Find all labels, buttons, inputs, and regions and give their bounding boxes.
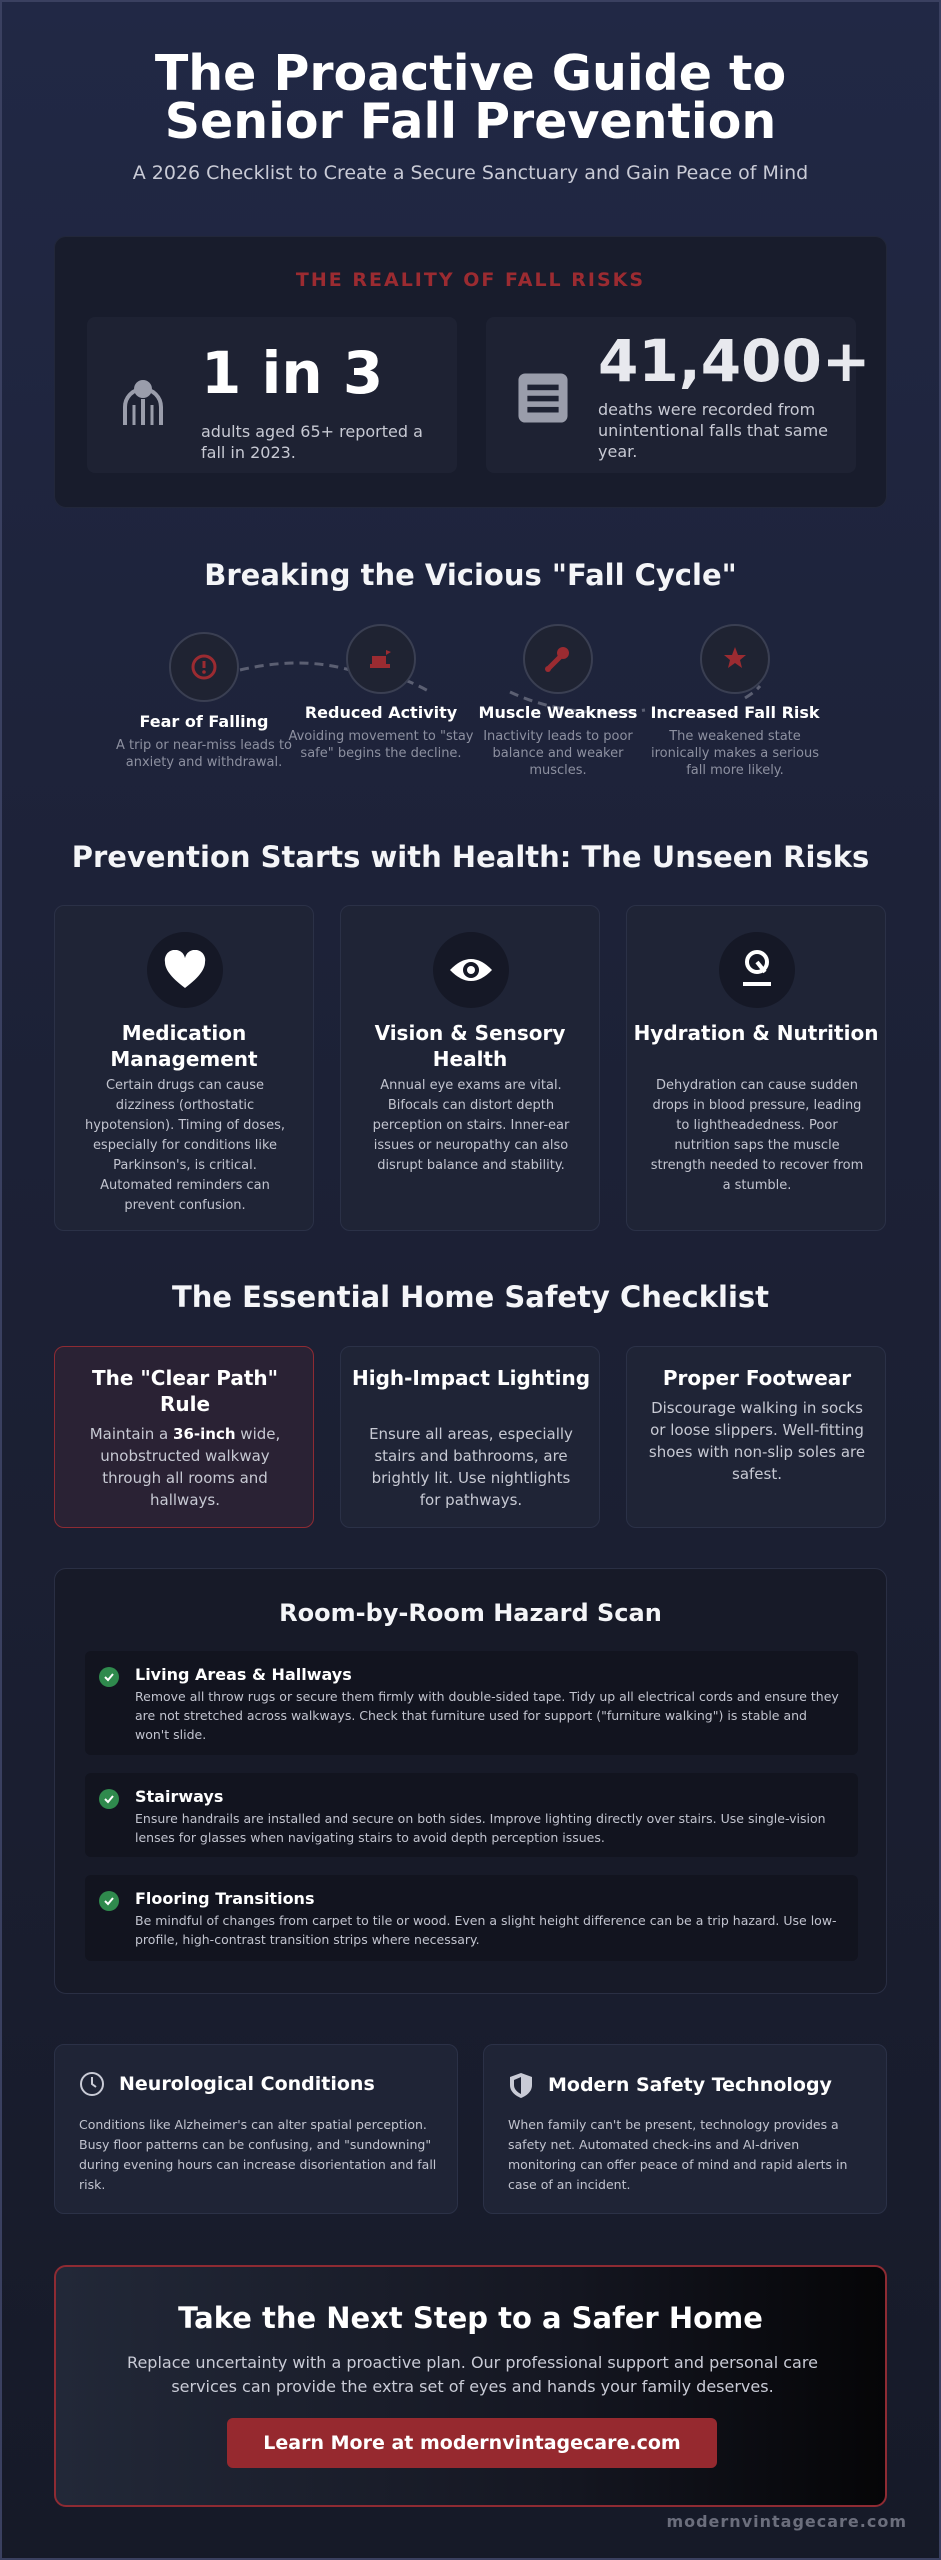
health-icon-wrap bbox=[719, 932, 795, 1008]
cycle-step-risk bbox=[640, 703, 830, 779]
shield-icon bbox=[508, 2071, 534, 2099]
hazard-item-text: Be mindful of changes from carpet to tile or wood. Even a slight height difference can be a trip hazard. Use low-profile, high-contrast transition strips where necessary. bbox=[135, 1913, 837, 1947]
cycle-circle-fear bbox=[169, 632, 239, 702]
check-desc-pre: Maintain a bbox=[89, 1425, 174, 1443]
alert-icon bbox=[189, 652, 219, 682]
info-card-desc: When family can't be present, technology provides a safety net. Automated check-ins and AI-driven monitoring can offer peace of mind and rapid alerts in case of an incident. bbox=[508, 2117, 848, 2192]
page-title: The Proactive Guide to Senior Fall Prevention bbox=[154, 45, 787, 150]
cycle-circle-activity bbox=[346, 624, 416, 694]
couch-icon bbox=[366, 644, 396, 674]
hazard-item-text: Ensure handrails are installed and secure on both sides. Improve lighting directly over stairs. Use single-vision lenses for glasses when navigating stairs to avoid depth perception issues. bbox=[135, 1811, 826, 1845]
hazard-item-stairways bbox=[85, 1773, 858, 1857]
check-card-desc: Ensure all areas, especially stairs and bathrooms, are brightly lit. Use nightlights for pathways. bbox=[369, 1425, 573, 1509]
health-card-vision bbox=[340, 905, 600, 1231]
person-icon bbox=[117, 375, 169, 427]
health-card-desc: Annual eye exams are vital. Bifocals can distort depth perception on stairs. Inner-ear issues or neuropathy can also disrupt balance and stability. bbox=[372, 1078, 570, 1173]
health-card-medication bbox=[54, 905, 314, 1231]
check-card-desc bbox=[73, 1423, 297, 1511]
cycle-step-fear bbox=[109, 712, 299, 771]
stats-title: THE REALITY OF FALL RISKS bbox=[295, 269, 646, 291]
info-card-desc: Conditions like Alzheimer's can alter spatial perception. Busy floor patterns can be confusing, and "sundowning" during evening hours can increase disorientation and fall risk. bbox=[79, 2117, 437, 2192]
check-card-title: The "Clear Path" Rule bbox=[91, 1366, 279, 1416]
clock-icon bbox=[79, 2071, 105, 2097]
stat-card-falls bbox=[87, 317, 457, 473]
info-card-title: Neurological Conditions bbox=[119, 2073, 375, 2095]
cta-panel bbox=[54, 2265, 887, 2507]
document-icon bbox=[514, 369, 572, 427]
hazard-item-living bbox=[85, 1651, 858, 1755]
cta-text: Replace uncertainty with a proactive plan. Our professional support and personal care services can provide the extra set of eyes and hands your family deserves. bbox=[127, 2353, 818, 2396]
warning-star-icon bbox=[720, 644, 750, 674]
cycle-step-label: Increased Fall Risk bbox=[650, 703, 820, 722]
health-card-title: Vision & Sensory Health bbox=[374, 1021, 566, 1071]
check-card-lighting bbox=[340, 1346, 600, 1528]
check-desc-bold: 36-inch bbox=[173, 1425, 236, 1443]
cycle-circle-muscle bbox=[523, 624, 593, 694]
health-card-desc: Certain drugs can cause dizziness (orthostatic hypotension). Timing of doses, especially for conditions like Parkinson's, is critical. Automated reminders can prevent confusion. bbox=[85, 1078, 285, 1213]
health-title: Prevention Starts with Health: The Unseen Risks bbox=[71, 840, 870, 874]
cycle-step-desc: A trip or near-miss leads to anxiety and withdrawal. bbox=[115, 738, 293, 770]
hazard-item-text: Remove all throw rugs or secure them firmly with double-sided tape. Tidy up all electrical cords and ensure they are not stretched across walkways. Check that furniture used for support ("furniture walking") is stable and won't slide. bbox=[135, 1689, 839, 1742]
stat-text-falls: adults aged 65+ reported a fall in 2023. bbox=[201, 422, 423, 462]
hazard-panel bbox=[54, 1568, 887, 1994]
cycle-step-desc: Avoiding movement to "stay safe" begins the decline. bbox=[288, 729, 474, 761]
checklist-title: The Essential Home Safety Checklist bbox=[171, 1280, 770, 1314]
stat-value-falls: 1 in 3 bbox=[201, 339, 384, 407]
cycle-step-desc: Inactivity leads to poor balance and weaker muscles. bbox=[483, 729, 633, 778]
cycle-circle-risk bbox=[700, 624, 770, 694]
health-card-desc: Dehydration can cause sudden drops in blood pressure, leading to lightheadedness. Poor nutrition saps the muscle strength needed to recover from a stumble. bbox=[650, 1078, 864, 1193]
info-card-head bbox=[79, 2071, 375, 2097]
stats-panel bbox=[54, 236, 887, 508]
cycle-step-activity bbox=[286, 703, 476, 762]
check-card-footwear bbox=[626, 1346, 886, 1528]
check-card-title: High-Impact Lighting bbox=[351, 1366, 591, 1390]
cta-title: Take the Next Step to a Safer Home bbox=[178, 2301, 763, 2335]
hazard-item-flooring bbox=[85, 1875, 858, 1961]
health-card-title: Hydration & Nutrition bbox=[633, 1021, 879, 1045]
check-icon bbox=[99, 1891, 119, 1911]
info-card-title: Modern Safety Technology bbox=[548, 2074, 832, 2096]
check-card-clear-path bbox=[54, 1346, 314, 1528]
stat-value-deaths: 41,400+ bbox=[598, 327, 871, 395]
health-card-title: Medication Management bbox=[110, 1021, 258, 1071]
info-card-head bbox=[508, 2071, 832, 2099]
check-icon bbox=[99, 1789, 119, 1809]
info-card-neurological bbox=[54, 2044, 458, 2214]
info-card-technology bbox=[483, 2044, 887, 2214]
check-desc-post: wide, unobstructed walkway through all rooms and hallways. bbox=[100, 1425, 281, 1509]
hazard-item-name: Stairways bbox=[135, 1787, 224, 1806]
check-icon bbox=[99, 1667, 119, 1687]
stat-text-deaths: deaths were recorded from unintentional falls that same year. bbox=[598, 400, 829, 461]
hazard-title: Room-by-Room Hazard Scan bbox=[279, 1599, 662, 1627]
health-icon-wrap bbox=[147, 932, 223, 1008]
eye-icon bbox=[448, 954, 494, 986]
cycle-step-desc: The weakened state ironically makes a serious fall more likely. bbox=[650, 729, 820, 778]
health-card-hydration bbox=[626, 905, 886, 1231]
heart-icon bbox=[163, 950, 207, 990]
cycle-step-muscle bbox=[463, 703, 653, 779]
page-header bbox=[0, 45, 941, 184]
health-icon-wrap bbox=[433, 932, 509, 1008]
footer-domain[interactable]: modernvintagecare.com bbox=[666, 2512, 907, 2531]
learn-more-button[interactable]: Learn More at modernvintagecare.com bbox=[227, 2418, 717, 2468]
page-subtitle: A 2026 Checklist to Create a Secure Sanctuary and Gain Peace of Mind bbox=[132, 162, 809, 184]
scale-icon bbox=[737, 948, 777, 992]
hazard-item-name: Flooring Transitions bbox=[135, 1889, 315, 1908]
bone-icon bbox=[542, 643, 574, 675]
cycle-step-label: Fear of Falling bbox=[139, 712, 269, 731]
stat-card-deaths bbox=[486, 317, 871, 473]
cycle-step-label: Muscle Weakness bbox=[478, 703, 638, 722]
check-card-desc: Discourage walking in socks or loose slippers. Well-fitting shoes with non-slip soles are safest. bbox=[648, 1399, 866, 1483]
cycle-title: Breaking the Vicious "Fall Cycle" bbox=[204, 558, 737, 592]
cycle-step-label: Reduced Activity bbox=[304, 703, 458, 722]
hazard-item-name: Living Areas & Hallways bbox=[135, 1665, 352, 1684]
check-card-title: Proper Footwear bbox=[662, 1366, 852, 1390]
